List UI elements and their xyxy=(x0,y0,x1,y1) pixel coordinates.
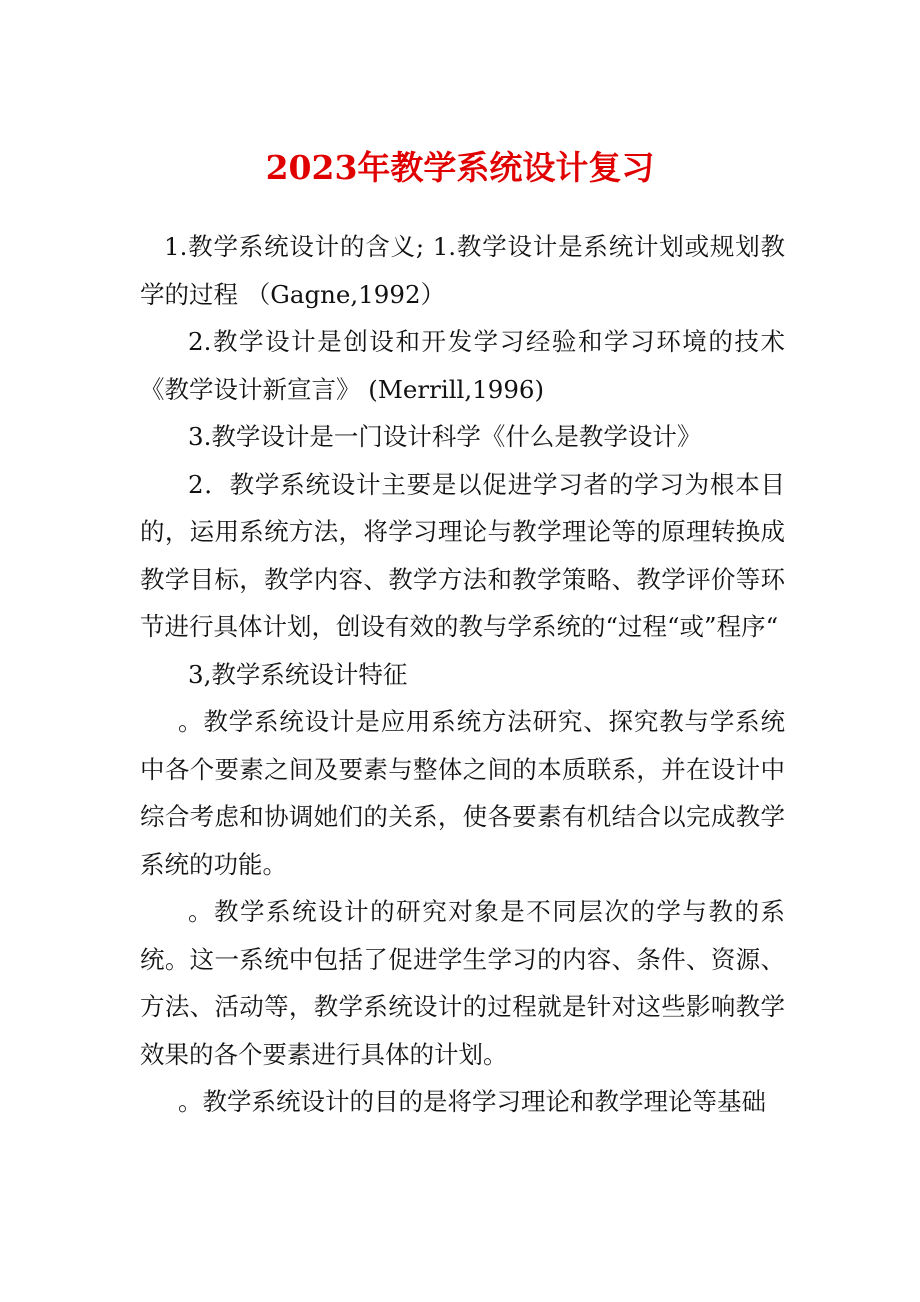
paragraph-feature-2: 。教学系统设计的研究对象是不同层次的学与教的系统。这一系统中包括了促进学生学习的内容、条件、资源、方法、活动等，教学系统设计的过程就是针对这些影响教学效果的各个要素进行具体的计划。 xyxy=(140,897,785,1069)
paragraph-feature-1: 。教学系统设计是应用系统方法研究、探究教与学系统中各个要素之间及要素与整体之间的本质联系，并在设计中综合考虑和协调她们的关系，使各要素有机结合以完成教学系统的功能。 xyxy=(140,707,785,879)
paragraph-definition: 1.教学系统设计的含义; 1.教学设计是系统计划或规划教学的过程 （Gagne,1992） xyxy=(140,232,785,309)
paragraph-definition-3: 3.教学设计是一门设计科学《什么是教学设计》 xyxy=(188,422,702,451)
paragraph-features-heading: 3,教学系统设计特征 xyxy=(188,659,408,689)
paragraph-feature-3: 。教学系统设计的目的是将学习理论和教学理论等基础 xyxy=(178,1087,766,1116)
document-body xyxy=(140,223,785,1126)
paragraph-main-purpose: 2．教学系统设计主要是以促进学习者的学习为根本目的，运用系统方法，将学习理论与教学理论等的原理转换成教学目标，教学内容、教学方法和教学策略、教学评价等环节进行具体计划，创设有效的教与学系统的“过程“或”程序“ xyxy=(140,469,785,641)
paragraph-definition-2: 2.教学设计是创设和开发学习经验和学习环境的技术《教学设计新宣言》 (Merrill,1996) xyxy=(140,327,785,404)
document-title: 2023年教学系统设计复习 xyxy=(265,148,655,187)
